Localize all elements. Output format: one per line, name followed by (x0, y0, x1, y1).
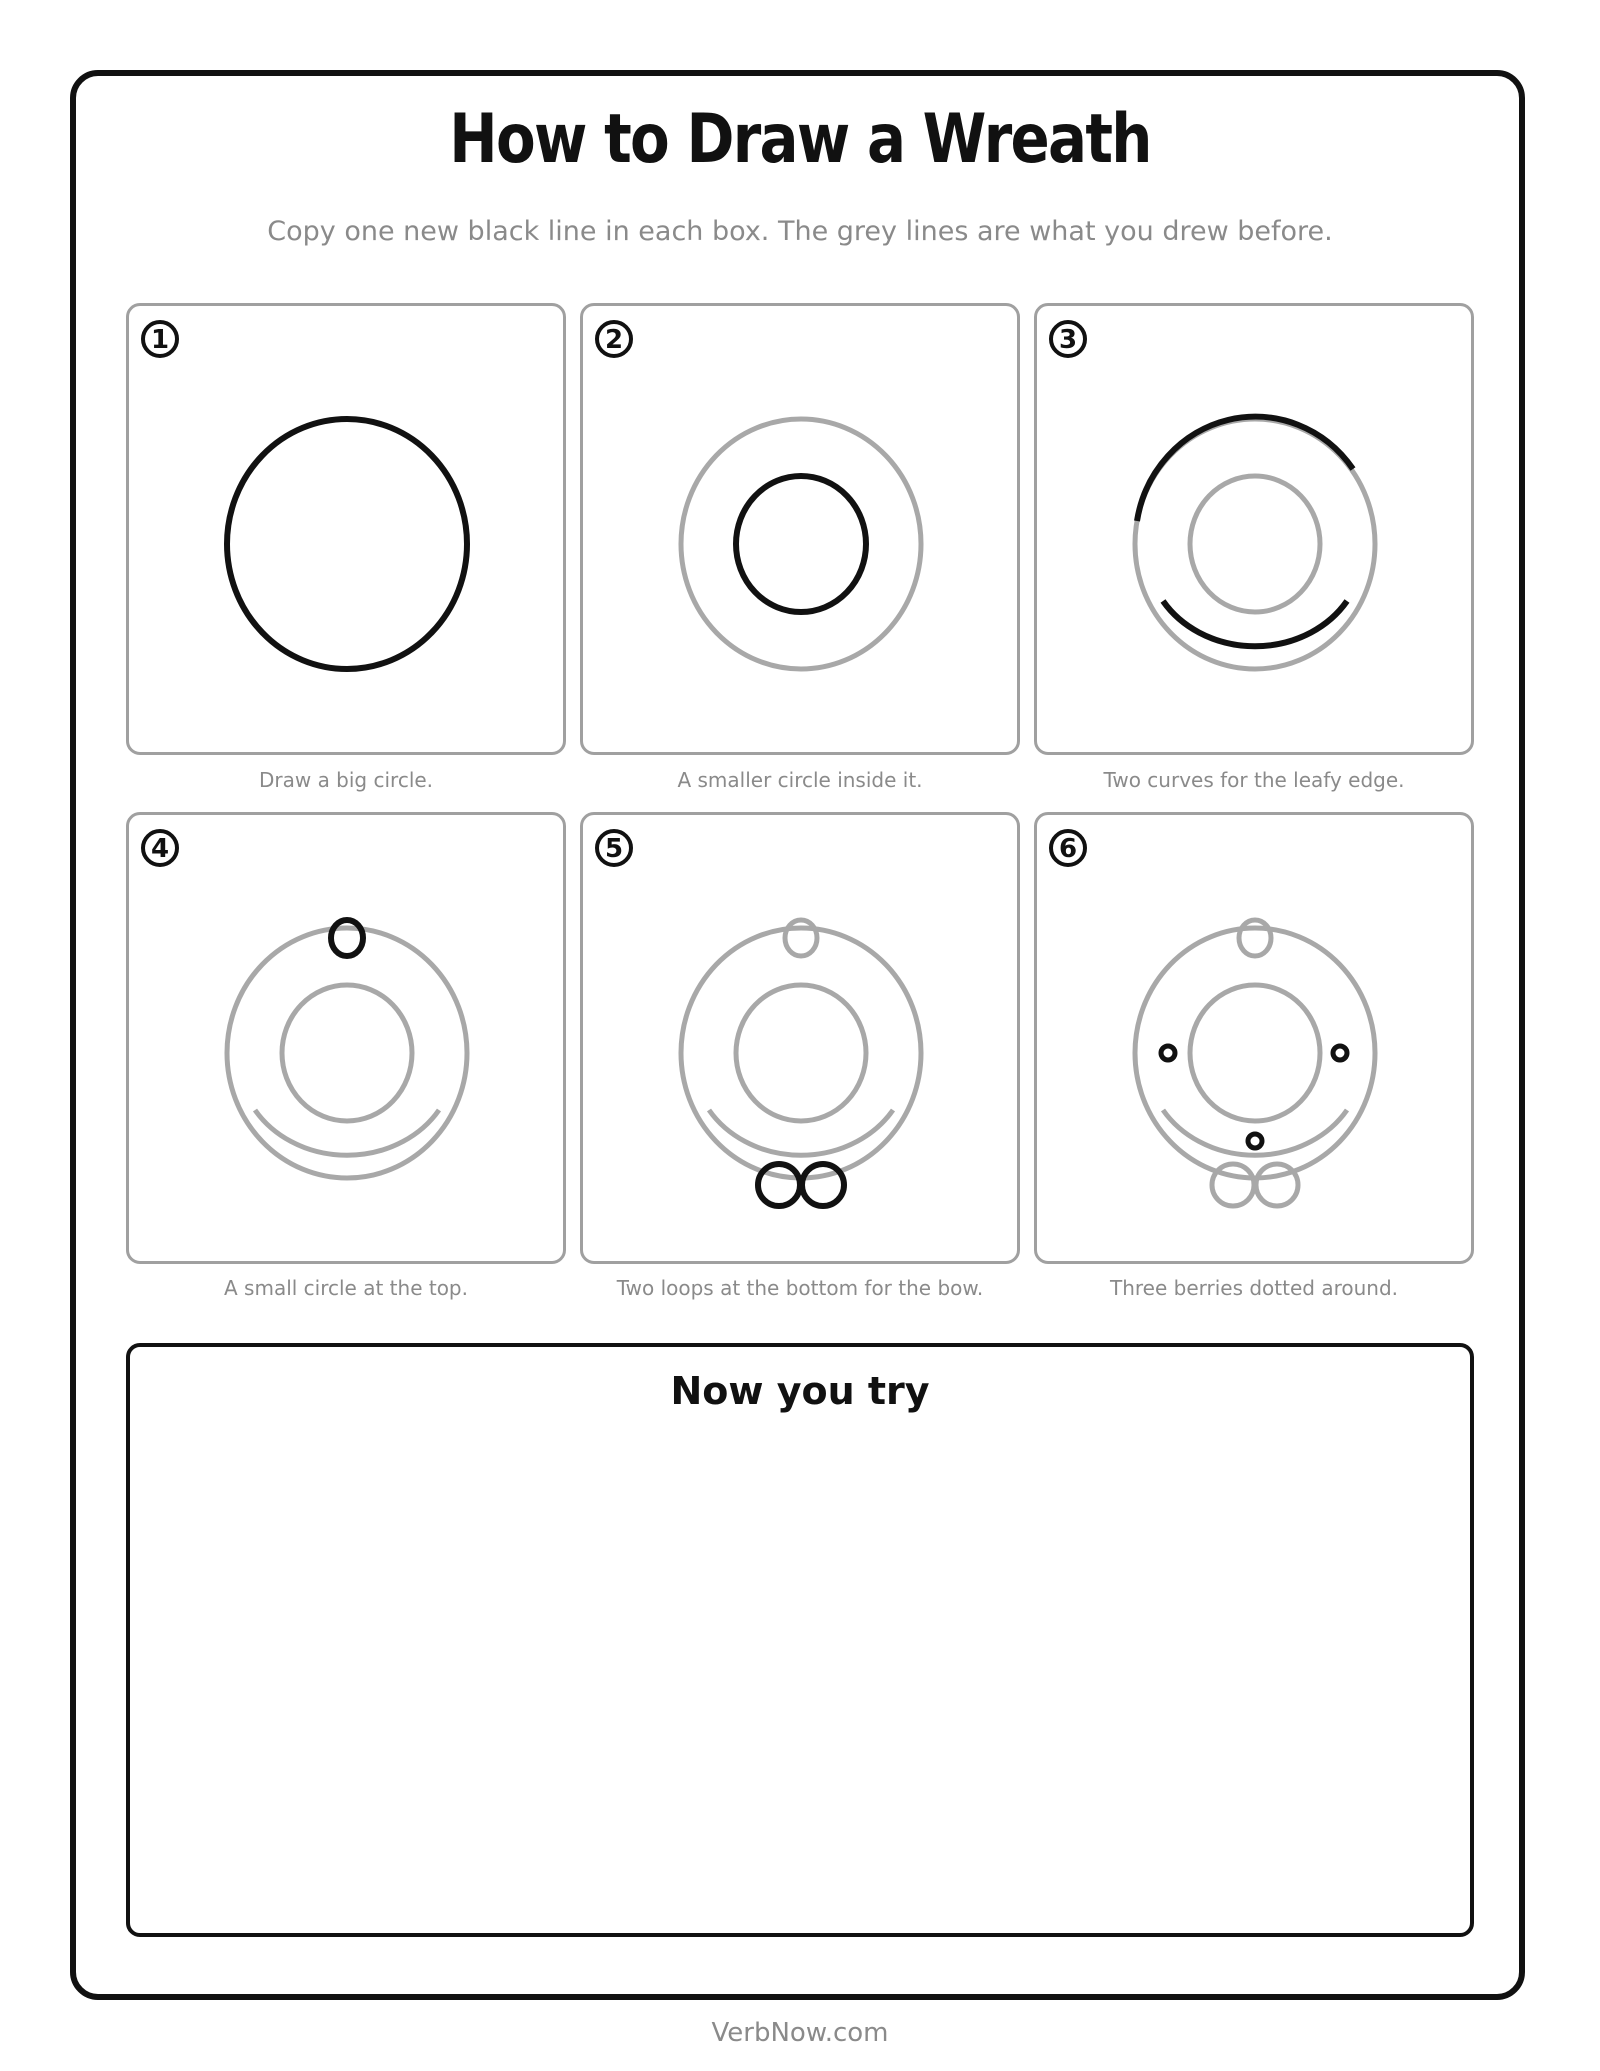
step-caption-6: Three berries dotted around. (1109, 1276, 1399, 1300)
instructions: Copy one new black line in each box. The grey lines are what you drew before. (267, 216, 1333, 247)
previous-top-circle (1239, 920, 1271, 956)
berry-bottom (1248, 1134, 1262, 1148)
step-3-drawing (1037, 306, 1471, 752)
previous-big-circle (681, 419, 921, 669)
step-panel-6 (1034, 812, 1474, 1264)
practice-title: Now you try (670, 1369, 930, 1413)
top-small-circle (331, 920, 363, 956)
step-2-drawing (583, 306, 1017, 752)
previous-bow-loop-right (1256, 1164, 1298, 1206)
footer-site: VerbNow.com (711, 2018, 889, 2048)
step-number-badge: 6 (1049, 829, 1087, 867)
step-panel-2 (580, 303, 1020, 755)
step-caption-4: A small circle at the top. (224, 1276, 468, 1300)
step-1-drawing (129, 306, 563, 752)
previous-bottom-curve (709, 1110, 893, 1155)
step-number-badge: 2 (595, 320, 633, 358)
previous-big-circle (1135, 928, 1375, 1178)
step-6-drawing (1037, 815, 1471, 1261)
step-4-drawing (129, 815, 563, 1261)
step-caption-5: Two loops at the bottom for the bow. (616, 1276, 984, 1300)
step-caption-1: Draw a big circle. (258, 768, 434, 792)
berry-left (1161, 1046, 1175, 1060)
berry-right (1333, 1046, 1347, 1060)
step-5-drawing (583, 815, 1017, 1261)
step-panel-3 (1034, 303, 1474, 755)
step-number-badge: 4 (141, 829, 179, 867)
step-number-badge: 1 (141, 320, 179, 358)
page-title: How to Draw a Wreath (449, 100, 1151, 179)
previous-inner-circle (736, 985, 866, 1121)
step-caption-3: Two curves for the leafy edge. (1103, 768, 1405, 792)
big-circle (227, 419, 467, 669)
practice-area[interactable] (126, 1343, 1474, 1937)
inner-circle (736, 476, 866, 612)
top-leafy-curve (1137, 417, 1353, 521)
step-panel-5 (580, 812, 1020, 1264)
previous-top-circle (785, 920, 817, 956)
previous-inner-circle (1190, 985, 1320, 1121)
previous-big-circle (227, 928, 467, 1178)
previous-inner-circle (282, 985, 412, 1121)
step-panel-1 (126, 303, 566, 755)
step-caption-2: A smaller circle inside it. (677, 768, 923, 792)
bottom-leafy-curve (1163, 601, 1347, 646)
bow-loop-right (802, 1164, 844, 1206)
previous-big-circle (681, 928, 921, 1178)
step-number-badge: 3 (1049, 320, 1087, 358)
previous-bow-loop-left (1212, 1164, 1254, 1206)
bow-loop-left (758, 1164, 800, 1206)
previous-bottom-curve (255, 1110, 439, 1155)
previous-inner-circle (1190, 476, 1320, 612)
step-panel-4 (126, 812, 566, 1264)
step-number-badge: 5 (595, 829, 633, 867)
